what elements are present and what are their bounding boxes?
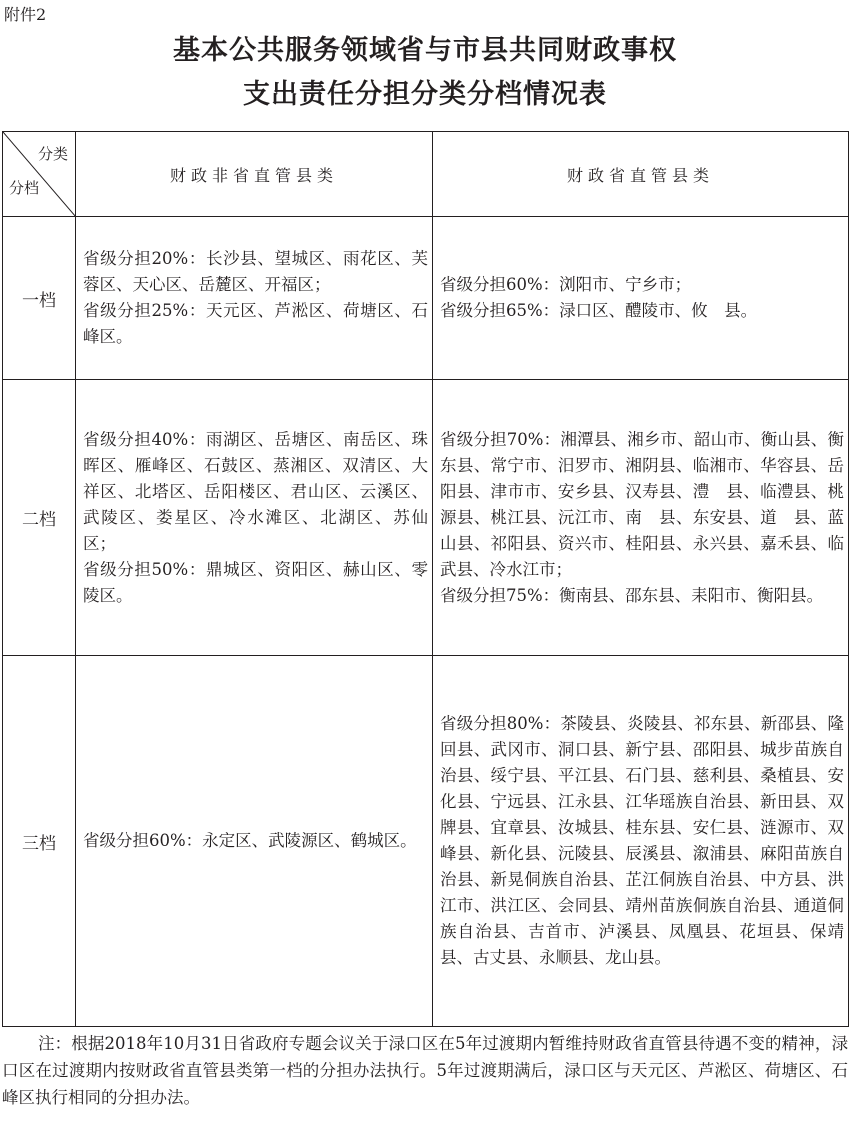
page-title-line-2: 支出责任分担分类分档情况表	[243, 79, 607, 110]
cell-paragraph: 省级分担60%：浏阳市、宁乡市；	[440, 275, 692, 294]
corner-category-label: 分类	[37, 145, 68, 163]
cell-paragraph: 省级分担60%：永定区、武陵源区、鹤城区。	[83, 831, 417, 850]
table-row	[3, 217, 849, 380]
cell-paragraph: 省级分担75%：衡南县、邵东县、耒阳市、衡阳县。	[440, 585, 824, 605]
cell-paragraph: 省级分担50%：鼎城区、资阳区、赫山区、零陵区。	[83, 559, 428, 605]
table-header-row	[3, 132, 849, 217]
non-direct-cell	[76, 380, 433, 656]
direct-cell	[433, 656, 849, 1027]
non-direct-cell	[76, 656, 433, 1027]
direct-cell	[433, 380, 849, 656]
footnote: 注：根据2018年10月31日省政府专题会议关于渌口区在5年过渡期内暂维持财政省直管县待遇不变的精神，渌口区在过渡期内按财政省直管县类第一档的分担办法执行。5年过渡期满后，渌口区与天元区、芦淞区、荷塘区、石峰区执行相同的分担办法。	[2, 1034, 848, 1107]
cell-paragraph: 省级分担65%：渌口区、醴陵市、攸 县。	[440, 301, 758, 320]
cell-paragraph: 省级分担25%：天元区、芦淞区、荷塘区、石峰区。	[83, 301, 428, 346]
level-label: 一档	[3, 217, 76, 380]
col-header-non-direct: 财政非省直管县类	[76, 132, 433, 217]
table-row	[3, 380, 849, 656]
non-direct-cell	[76, 217, 433, 380]
corner-cell	[3, 132, 76, 217]
cell-paragraph: 省级分担40%：雨湖区、岳塘区、南岳区、珠晖区、雁峰区、石鼓区、蒸湘区、双清区、大祥区、北塔区、岳阳楼区、君山区、云溪区、武陵区、娄星区、冷水滩区、北湖区、苏仙区；	[83, 429, 428, 553]
level-label: 三档	[3, 656, 76, 1027]
level-label: 二档	[3, 380, 76, 656]
col-header-direct: 财政省直管县类	[433, 132, 849, 217]
corner-level-label: 分档	[9, 179, 40, 197]
cell-paragraph: 省级分担70%：湘潭县、湘乡市、韶山市、衡山县、衡东县、常宁市、汨罗市、湘阴县、临湘市、华容县、岳阳县、津市市、安乡县、汉寿县、澧 县、临澧县、桃源县、桃江县、沅江市、南 县、东安县、道 县、蓝山县、祁阳县、资兴市、桂阳县、永兴县、嘉禾县、临武县、冷水江市；	[440, 429, 844, 579]
cell-paragraph: 省级分担80%：茶陵县、炎陵县、祁东县、新邵县、隆回县、武冈市、洞口县、新宁县、邵阳县、城步苗族自治县、绥宁县、平江县、石门县、慈利县、桑植县、安化县、宁远县、江永县、江华瑶族自治县、新田县、双牌县、宜章县、汝城县、桂东县、安仁县、涟源市、双峰县、新化县、沅陵县、辰溪县、溆浦县、麻阳苗族自治县、新晃侗族自治县、芷江侗族自治县、中方县、洪江市、洪江区、会同县、靖州苗族侗族自治县、通道侗族自治县、吉首市、泸溪县、凤凰县、花垣县、保靖县、古丈县、永顺县、龙山县。	[440, 714, 844, 967]
direct-cell	[433, 217, 849, 380]
allocation-table	[2, 131, 849, 1027]
attachment-label: 附件2	[4, 5, 47, 24]
page-title-line-1: 基本公共服务领域省与市县共同财政事权	[173, 35, 677, 66]
table-row	[3, 656, 849, 1027]
cell-paragraph: 省级分担20%：长沙县、望城区、雨花区、芙蓉区、天心区、岳麓区、开福区；	[83, 249, 428, 294]
